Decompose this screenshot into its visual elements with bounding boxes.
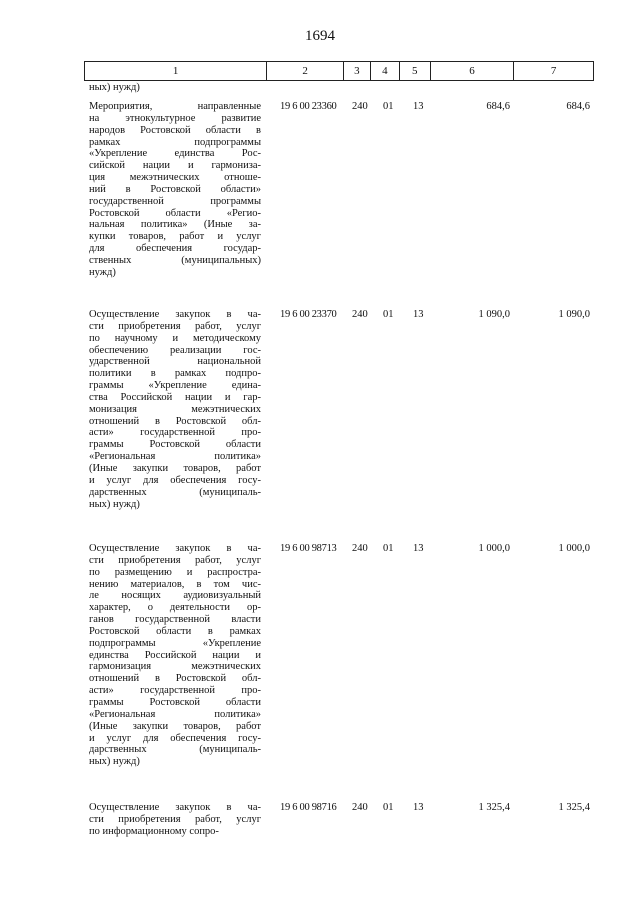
description-line: асти» государственной про- xyxy=(89,427,261,439)
description-line: нальная политика» (Иные за- xyxy=(89,219,261,231)
subsection: 13 xyxy=(413,101,424,112)
header-col-4: 4 xyxy=(371,62,400,80)
row-description xyxy=(89,802,261,838)
header-col-6: 6 xyxy=(431,62,515,80)
description-line: (Иные закупки товаров, работ xyxy=(89,462,261,474)
amount-year-2: 684,6 xyxy=(566,101,590,112)
continuation-text: ных) нужд) xyxy=(89,82,140,93)
section: 01 xyxy=(383,543,394,554)
description-line: асти» государственной про- xyxy=(89,685,261,697)
description-line: по информационному сопро- xyxy=(89,825,219,837)
description-line: ударственной национальной xyxy=(89,356,261,368)
description-line: отношений в Ростовской обл- xyxy=(89,673,261,685)
description-line: ственных (муниципальных) xyxy=(89,254,261,266)
description-line: рамках подпрограммы xyxy=(89,136,261,148)
expense-type: 240 xyxy=(352,802,368,813)
description-line: сти приобретения работ, услуг xyxy=(89,813,261,825)
amount-year-1: 684,6 xyxy=(486,101,510,112)
description-line: по научному и методическому xyxy=(89,332,261,344)
description-line: Осуществление закупок в ча- xyxy=(89,543,261,554)
description-line: ний в Ростовской области» xyxy=(89,183,261,195)
description-line: Ростовской области в рамках xyxy=(89,625,261,637)
description-line: «Укрепление единства Рос- xyxy=(89,148,261,160)
description-line: сийской нации и гармониза- xyxy=(89,160,261,172)
description-line: нению материалов, в том чис- xyxy=(89,578,261,590)
page-number: 1694 xyxy=(305,28,335,44)
header-col-2: 2 xyxy=(267,62,344,80)
description-line: отношений в Ростовской обл- xyxy=(89,415,261,427)
amount-year-1: 1 090,0 xyxy=(478,309,510,320)
target-article-code: 19 6 00 98716 xyxy=(280,802,337,813)
subsection: 13 xyxy=(413,543,424,554)
description-line: (Иные закупки товаров, работ xyxy=(89,720,261,732)
description-line: Осуществление закупок в ча- xyxy=(89,802,261,813)
description-line: «Региональная политика» xyxy=(89,451,261,463)
description-line: Осуществление закупок в ча- xyxy=(89,309,261,320)
subsection: 13 xyxy=(413,802,424,813)
header-col-5: 5 xyxy=(400,62,431,80)
description-line: сти приобретения работ, услуг xyxy=(89,320,261,332)
description-line: государственной программы xyxy=(89,195,261,207)
target-article-code: 19 6 00 23360 xyxy=(280,101,337,112)
description-line: монизация межэтнических xyxy=(89,403,261,415)
amount-year-2: 1 000,0 xyxy=(558,543,590,554)
amount-year-2: 1 325,4 xyxy=(558,802,590,813)
amount-year-1: 1 325,4 xyxy=(478,802,510,813)
description-line: ганов государственной власти xyxy=(89,614,261,626)
expense-type: 240 xyxy=(352,543,368,554)
header-col-7: 7 xyxy=(550,65,557,77)
description-line: единства Российской нации и xyxy=(89,649,261,661)
description-line: народов Ростовской области в xyxy=(89,124,261,136)
description-line: ства Российской нации и гар- xyxy=(89,391,261,403)
amount-year-1: 1 000,0 xyxy=(478,543,510,554)
description-line: обеспечению реализации гос- xyxy=(89,344,261,356)
subsection: 13 xyxy=(413,309,424,320)
description-line: ных) нужд) xyxy=(89,756,140,768)
description-line: гармонизация межэтнических xyxy=(89,661,261,673)
row-description xyxy=(89,543,261,768)
description-line: Мероприятия, направленные xyxy=(89,101,261,112)
table-header xyxy=(84,61,594,81)
description-line: граммы Ростовской области xyxy=(89,696,261,708)
description-line: и услуг для обеспечения госу- xyxy=(89,474,261,486)
description-line: характер, о деятельности ор- xyxy=(89,602,261,614)
target-article-code: 19 6 00 23370 xyxy=(280,309,337,320)
amount-year-2: 1 090,0 xyxy=(558,309,590,320)
row-description xyxy=(89,101,261,279)
description-line: по размещению и распростра- xyxy=(89,566,261,578)
description-line: «Региональная политика» xyxy=(89,708,261,720)
row-description xyxy=(89,309,261,510)
expense-type: 240 xyxy=(352,101,368,112)
header-col-1: 1 xyxy=(85,62,267,80)
description-line: нужд) xyxy=(89,266,116,278)
description-line: купки товаров, работ и услуг xyxy=(89,231,261,243)
description-line: граммы «Укрепление едина- xyxy=(89,380,261,392)
description-line: ных) нужд) xyxy=(89,498,140,510)
header-col-3: 3 xyxy=(344,62,371,80)
description-line: ле носящих аудиовизуальный xyxy=(89,590,261,602)
description-line: граммы Ростовской области xyxy=(89,439,261,451)
description-line: на этнокультурное развитие xyxy=(89,112,261,124)
description-line: дарственных (муниципаль- xyxy=(89,486,261,498)
description-line: дарственных (муниципаль- xyxy=(89,744,261,756)
description-line: для обеспечения государ- xyxy=(89,243,261,255)
target-article-code: 19 6 00 98713 xyxy=(280,543,337,554)
description-line: ция межэтнических отноше- xyxy=(89,172,261,184)
section: 01 xyxy=(383,101,394,112)
expense-type: 240 xyxy=(352,309,368,320)
description-line: и услуг для обеспечения госу- xyxy=(89,732,261,744)
description-line: подпрограммы «Укрепление xyxy=(89,637,261,649)
description-line: политики в рамках подпро- xyxy=(89,368,261,380)
description-line: Ростовской области «Регио- xyxy=(89,207,261,219)
section: 01 xyxy=(383,802,394,813)
description-line: сти приобретения работ, услуг xyxy=(89,554,261,566)
section: 01 xyxy=(383,309,394,320)
